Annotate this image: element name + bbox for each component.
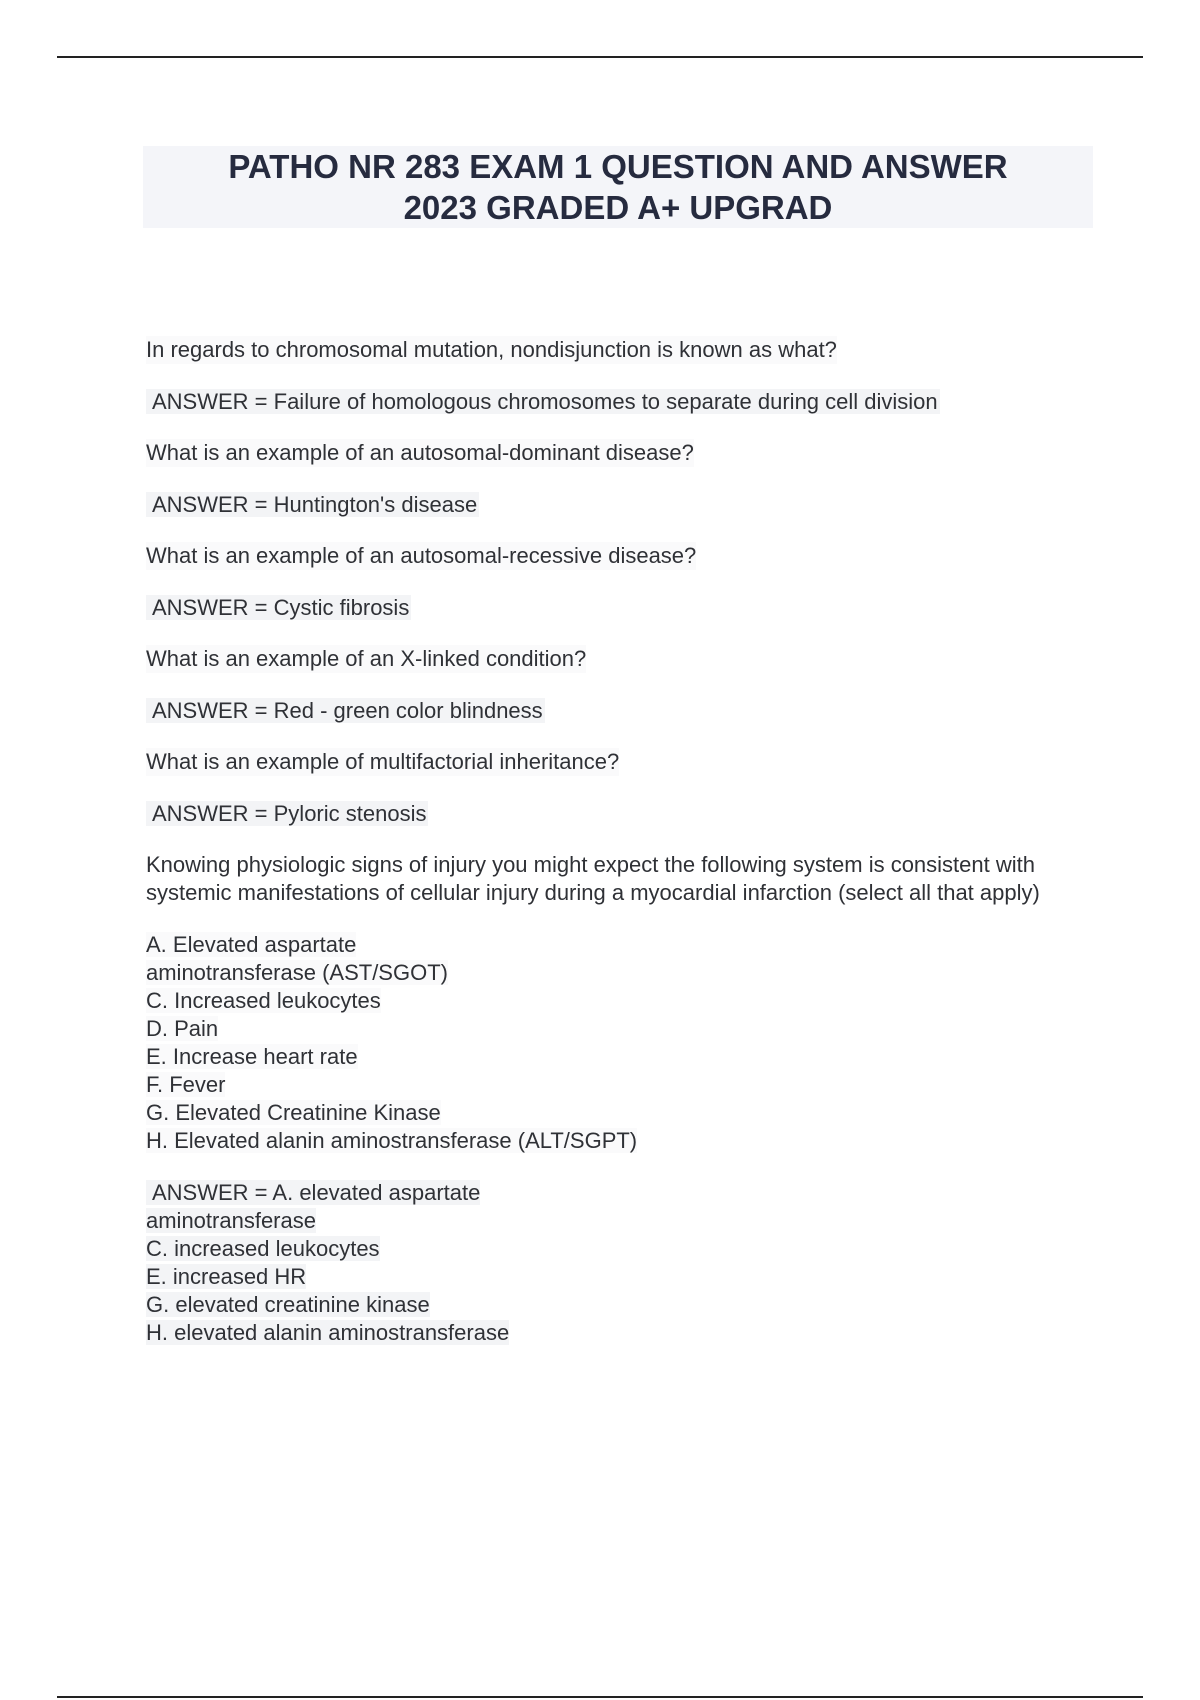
title-line-2: 2023 GRADED A+ UPGRAD [403,189,833,226]
option-item: aminotransferase (AST/SGOT) [146,960,448,985]
answer-text: ANSWER = Huntington's disease [146,491,1096,519]
question-text: What is an example of an X-linked condition? [146,646,587,671]
top-rule [57,56,1143,58]
option-item: A. Elevated aspartate [146,932,357,957]
option-item: F. Fever [146,1072,226,1097]
answer-text: ANSWER = Cystic fibrosis [146,594,1096,622]
answer-line: G. elevated creatinine kinase [146,1292,430,1317]
qa-item [146,439,1096,519]
question-text: What is an example of an autosomal-dominant disease? [146,440,694,465]
title-line-1: PATHO NR 283 EXAM 1 QUESTION AND ANSWER [228,148,1008,185]
answer-line: C. increased leukocytes [146,1236,380,1261]
answer-line: ANSWER = A. elevated aspartate [146,1179,1096,1207]
qa-item [146,748,1096,828]
answer-line: E. increased HR [146,1264,307,1289]
answer-text: ANSWER = Failure of homologous chromosomes to separate during cell division [146,388,1096,416]
option-item: D. Pain [146,1016,219,1041]
title-banner [143,146,1093,228]
qa-item [146,336,1096,416]
document-title [228,146,1007,228]
multi-answer-list [146,1179,1096,1347]
bottom-rule [57,1696,1143,1698]
question-text: What is an example of an autosomal-recessive disease? [146,543,697,568]
option-item: E. Increase heart rate [146,1044,358,1069]
qa-item [146,645,1096,725]
answer-text: ANSWER = Pyloric stenosis [146,800,1096,828]
option-item: G. Elevated Creatinine Kinase [146,1100,441,1125]
question-text: In regards to chromosomal mutation, nondisjunction is known as what? [146,337,837,362]
answer-line: aminotransferase [146,1208,316,1233]
answer-text: ANSWER = Red - green color blindness [146,697,1096,725]
multi-select-question: Knowing physiologic signs of injury you might expect the following system is consistent with systemic manifestations of cellular injury during a myocardial infarction (select all that apply) [146,852,1040,905]
question-text: What is an example of multifactorial inheritance? [146,749,620,774]
answer-line: H. elevated alanin aminostransferase [146,1320,510,1345]
answer-options-list [146,931,1096,1155]
qa-content [146,336,1096,1347]
option-item: H. Elevated alanin aminostransferase (ALT/SGPT) [146,1128,638,1153]
qa-item [146,542,1096,622]
option-item: C. Increased leukocytes [146,988,381,1013]
